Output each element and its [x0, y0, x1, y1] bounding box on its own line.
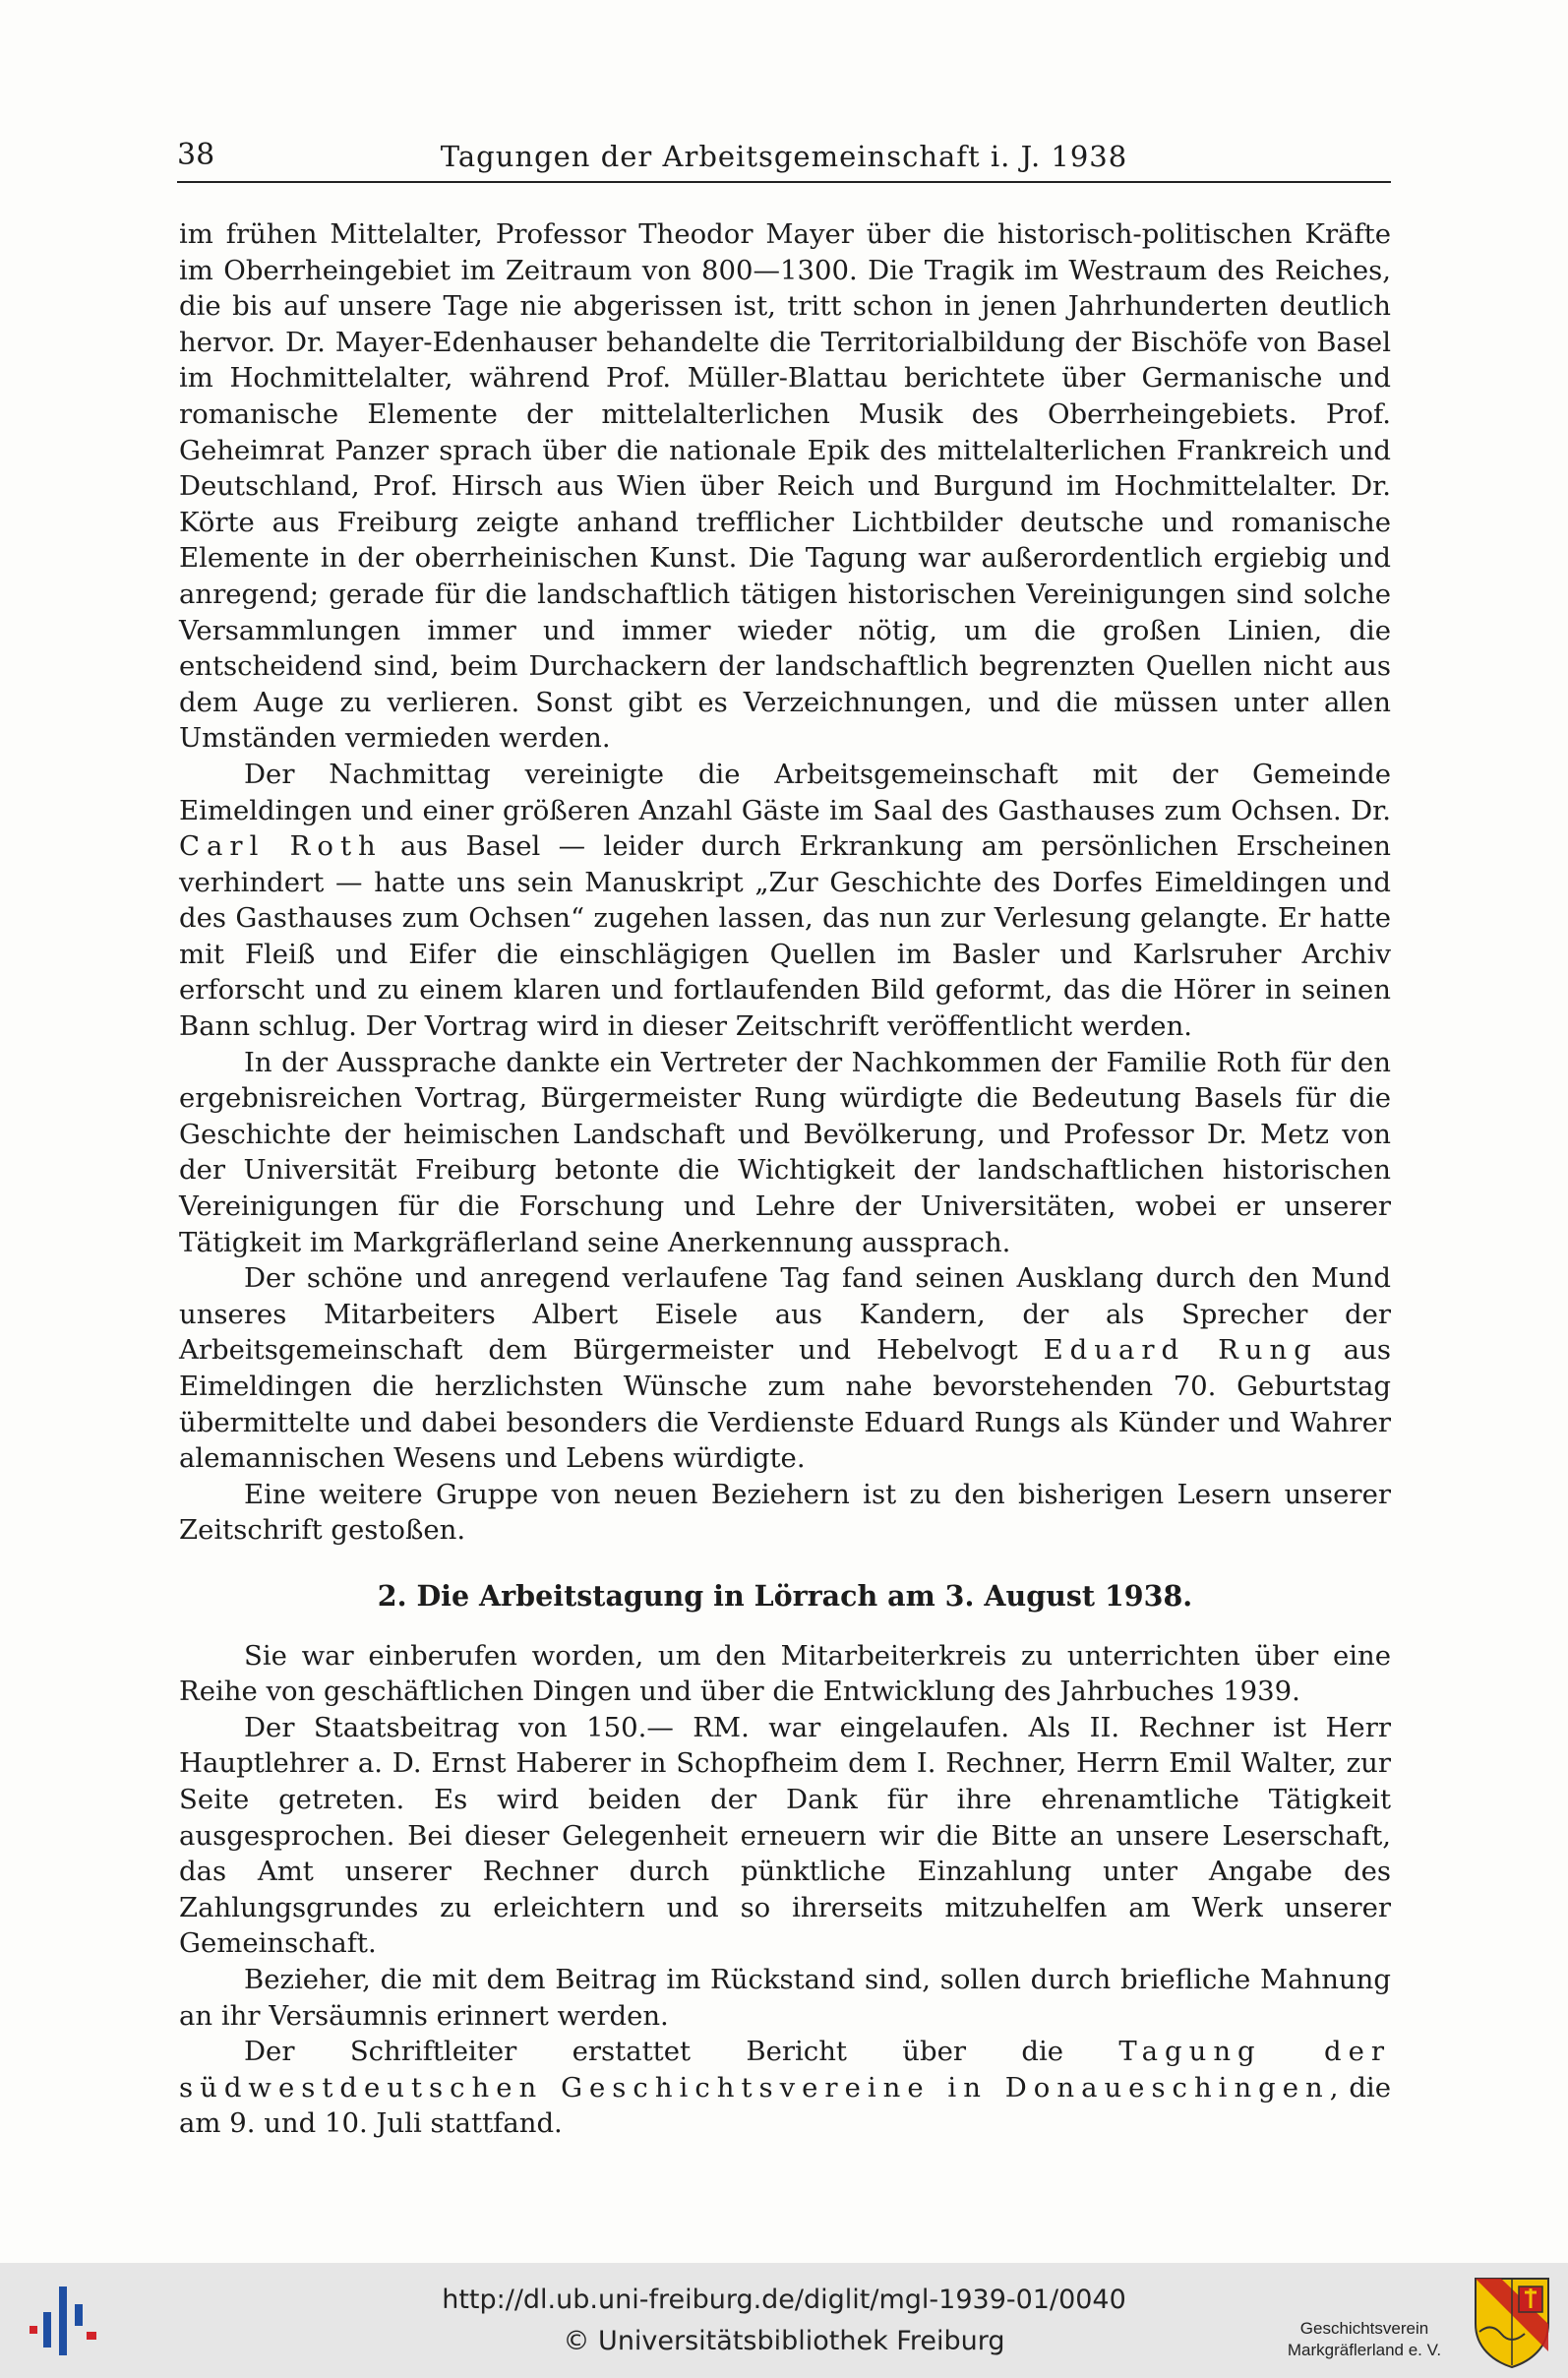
- paragraph-2-text-b: aus Basel — leider durch Erkrankung am persönlichen Erscheinen verhindert — hatte uns sein Manuskript „Zur Geschichte des Dorfes Eimeldingen und des Gasthauses zum Ochsen“ zugehen lassen, das nun zur Verlesung gelangte. Er hatte mit Fleiß und Eifer die einschlägigen Quellen im Basler und Karlsruher Archiv erforscht und zu einem klaren und fortlaufenden Bild geformt, das die Hörer in seinen Bann schlug. Der Vortrag wird in dieser Zeitschrift veröffentlicht werden.: [179, 830, 1391, 1043]
- paragraph-2-text-a: Der Nachmittag vereinigte die Arbeitsgemeinschaft mit der Gemeinde Eimeldingen und einer größeren Anzahl Gäste im Saal des Gasthauses zum Ochsen. Dr.: [179, 758, 1391, 826]
- paragraph-9-text-b: , die am 9. und 10. Juli stattfand.: [179, 2071, 1391, 2140]
- page-number: 38: [177, 138, 215, 172]
- body-text: [179, 216, 1391, 2142]
- paragraph-4-text-b: aus Eimeldingen die herzlichsten Wünsche zum nahe bevorstehenden 70. Geburtstag übermittelte und dabei besonders die Verdienste Eduard Rungs als Künder und Wahrer alemannischen Wesens und Lebens würdigte.: [179, 1334, 1391, 1475]
- paragraph-6: Sie war einberufen worden, um den Mitarbeiterkreis zu unterrichten über eine Reihe von geschäftlichen Dingen und über die Entwicklung des Jahrbuches 1939.: [179, 1639, 1391, 1708]
- paragraph-4-text-a: Der schöne und anregend verlaufene Tag fand seinen Ausklang durch den Mund unseres Mitarbeiters Albert Eisele aus Kandern, der als Sprecher der Arbeitsgemeinschaft dem Bürgermeister und Hebelvogt: [179, 1262, 1391, 1367]
- paragraph-9: [179, 2034, 1391, 2142]
- paragraph-4: [179, 1260, 1391, 1477]
- society-name-line-2: Markgräflerland e. V.: [1287, 2341, 1442, 2359]
- person-name-carl-roth: Carl Roth: [179, 830, 383, 863]
- person-name-eduard-rung: Eduard Rung: [1043, 1334, 1318, 1367]
- paragraph-9-text-a: Der Schriftleiter erstattet Bericht über die: [244, 2036, 1119, 2068]
- running-title: Tagungen der Arbeitsgemeinschaft i. J. 1938: [440, 140, 1128, 173]
- paragraph-1: im frühen Mittelalter, Professor Theodor Mayer über die historisch-politischen Kräfte im Oberrheingebiet im Zeitraum von 800—1300. Die Tragik im Westraum des Reiches, die bis auf unsere Tage nie abgerissen ist, tritt schon in jenen Jahrhunderten deutlich hervor. Dr. Mayer-Edenhauser behandelte die Territorialbildung der Bischöfe von Basel im Hochmittelalter, während Prof. Müller-Blattau berichtete über Germanische und romanische Elemente der mittelalterlichen Musik des Oberrheingebiets. Prof. Geheimrat Panzer sprach über die nationale Epik des mittelalterlichen Frankreich und Deutschland, Prof. Hirsch aus Wien über Reich und Burgund im Hochmittelalter. Dr. Körte aus Freiburg zeigte anhand trefflicher Lichtbilder deutsche und romanische Elemente in der oberrheinischen Kunst. Die Tagung war außerordentlich ergiebig und anregend; gerade für die landschaftlich tätigen historischen Vereinigungen sind solche Versammlungen immer und immer wieder nötig, um die großen Linien, die entscheidend sind, beim Durchackern der landschaftlich begrenzten Quellen nicht aus dem Auge zu verlieren. Sonst gibt es Verzeichnungen, und die müssen unter allen Umständen vermieden werden.: [179, 218, 1391, 755]
- paragraph-7: Der Staatsbeitrag von 150.— RM. war eingelaufen. Als II. Rechner ist Herr Hauptlehrer a. D. Ernst Haberer in Schopfheim dem I. Rechner, Herrn Emil Walter, zur Seite getreten. Es wird beiden der Dank für ihre ehrenamtliche Tätigkeit ausgesprochen. Bei dieser Gelegenheit erneuern wir die Bitte an unsere Leserschaft, das Amt unserer Rechner durch pünktliche Einzahlung unter Angabe des Zahlungsgrundes zu erleichtern und so ihrerseits mitzuhelfen am Werk unserer Gemeinschaft.: [179, 1711, 1391, 1960]
- section-heading: 2. Die Arbeitstagung in Lörrach am 3. August 1938.: [377, 1578, 1193, 1613]
- paragraph-2: [179, 757, 1391, 1045]
- paragraph-5: Eine weitere Gruppe von neuen Beziehern ist zu den bisherigen Lesern unserer Zeitschrift gestoßen.: [179, 1478, 1391, 1547]
- society-name: [1261, 2318, 1468, 2361]
- footer-copyright: © Universitätsbibliothek Freiburg: [563, 2326, 1005, 2356]
- running-head: [177, 136, 1391, 183]
- coat-of-arms-icon[interactable]: [1472, 2273, 1552, 2369]
- footer-bar: [0, 2263, 1568, 2378]
- paragraph-8: Bezieher, die mit dem Beitrag im Rückstand sind, sollen durch briefliche Mahnung an ihr Versäumnis erinnert werden.: [179, 1963, 1391, 2032]
- paragraph-3: In der Aussprache dankte ein Vertreter der Nachkommen der Familie Roth für den ergebnisreichen Vortrag, Bürgermeister Rung würdigte die Bedeutung Basels für die Geschichte der heimischen Landschaft und Bevölkerung, und Professor Dr. Metz von der Universität Freiburg betonte die Wichtigkeit der landschaftlichen historischen Vereinigungen für die Forschung und Lehre der Universitäten, wobei er unserer Tätigkeit im Markgräflerland seine Anerkennung aussprach.: [179, 1046, 1391, 1258]
- society-name-line-1: Geschichtsverein: [1299, 2319, 1429, 2338]
- event-name-spaced: Tagung der südwestdeutschen Geschichtsvereine in Donaueschingen: [179, 2036, 1392, 2104]
- footer-url-link[interactable]: http://dl.ub.uni-freiburg.de/diglit/mgl-1939-01/0040: [442, 2285, 1126, 2315]
